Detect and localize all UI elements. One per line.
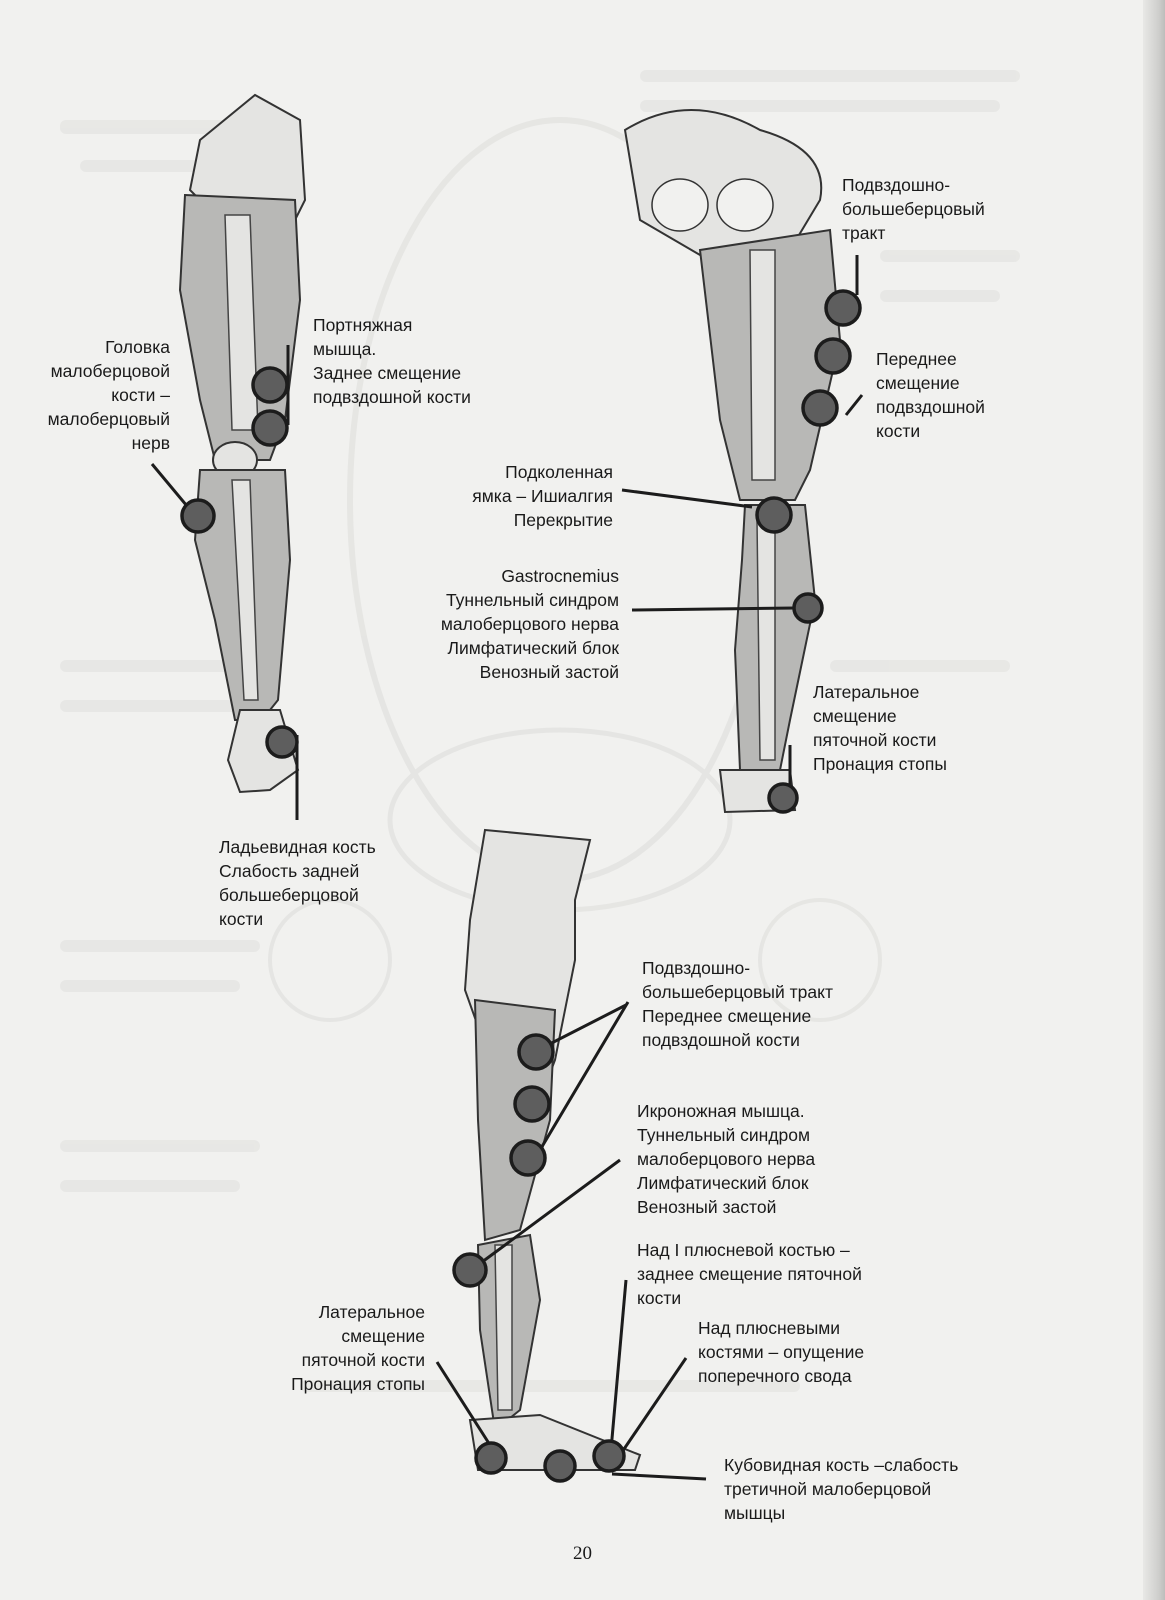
label-lateral-calcaneus-side: Латеральное смещение пяточной кости Пронация стопы: [291, 1302, 425, 1394]
label-it-tract-top: Подвздошно- большеберцовый тракт: [842, 175, 985, 243]
label-it-tract-side: Подвздошно- большеберцовый тракт Переднее смещение подвздошной кости: [642, 958, 833, 1050]
leader-metatarsal-one: [611, 1280, 626, 1450]
point-cuboid: [545, 1451, 575, 1481]
point-it-tract-side-middle: [515, 1087, 549, 1121]
leader-lateral-calcaneus-side: [437, 1362, 490, 1445]
point-calf-muscle: [454, 1254, 486, 1286]
leader-gastrocnemius: [632, 608, 795, 610]
right-tibia: [757, 520, 775, 760]
side-leg-illustration: [465, 830, 640, 1470]
point-lateral-calcaneus-top: [769, 784, 797, 812]
label-gastrocnemius: Gastrocnemius Туннельный синдром малоберцового нерва Лимфатический блок Венозный застой: [440, 566, 619, 682]
right-pelvis-foramen-left: [652, 179, 708, 231]
leader-popliteal: [622, 490, 752, 507]
label-cuboid: Кубовидная кость –слабость третичной малоберцовой мышцы: [724, 1455, 959, 1523]
point-anterior-ilium-upper: [816, 339, 850, 373]
point-popliteal: [757, 498, 791, 532]
label-metatarsals: Над плюсневыми костями – опущение поперечного свода: [698, 1318, 865, 1386]
point-it-tract-side-upper: [519, 1035, 553, 1069]
point-it-tract-top: [826, 291, 860, 325]
leader-metatarsals: [622, 1358, 686, 1452]
point-metatarsals: [594, 1441, 624, 1471]
label-navicular: Ладьевидная кость Слабость задней большеберцовой кости: [219, 837, 376, 929]
left-leg-illustration: [180, 95, 305, 792]
leader-anterior-ilium: [846, 395, 862, 415]
label-anterior-ilium: Переднее смещение подвздошной кости: [876, 349, 985, 441]
point-sartorius-upper: [253, 368, 287, 402]
side-tibia: [495, 1245, 512, 1410]
right-pelvis: [625, 110, 821, 255]
point-navicular: [267, 727, 297, 757]
label-calf-muscle: Икроножная мышца. Туннельный синдром малоберцового нерва Лимфатический блок Венозный застой: [637, 1101, 816, 1217]
point-anterior-ilium-lower: [803, 391, 837, 425]
right-leg-illustration: [625, 110, 840, 812]
label-popliteal: Подколенная ямка – Ишиалгия Перекрытие: [472, 462, 613, 530]
label-metatarsal-one: Над I плюсневой костью – заднее смещение пяточной кости: [637, 1240, 862, 1308]
label-lateral-calcaneus-top: Латеральное смещение пяточной кости Пронация стопы: [813, 682, 947, 774]
page-number: 20: [573, 1543, 592, 1564]
label-sartorius: Портняжная мышца. Заднее смещение подвздошной кости: [313, 315, 471, 407]
point-fibula-head: [182, 500, 214, 532]
right-femur: [750, 250, 775, 480]
right-pelvis-foramen-right: [717, 179, 773, 231]
point-gastrocnemius: [794, 594, 822, 622]
point-sartorius-lower: [253, 411, 287, 445]
point-lateral-calcaneus-side: [476, 1443, 506, 1473]
point-it-tract-side-lower: [511, 1141, 545, 1175]
label-fibula-head: Головка малоберцовой кости – малоберцовый нерв: [47, 337, 170, 453]
leader-cuboid: [612, 1474, 706, 1479]
